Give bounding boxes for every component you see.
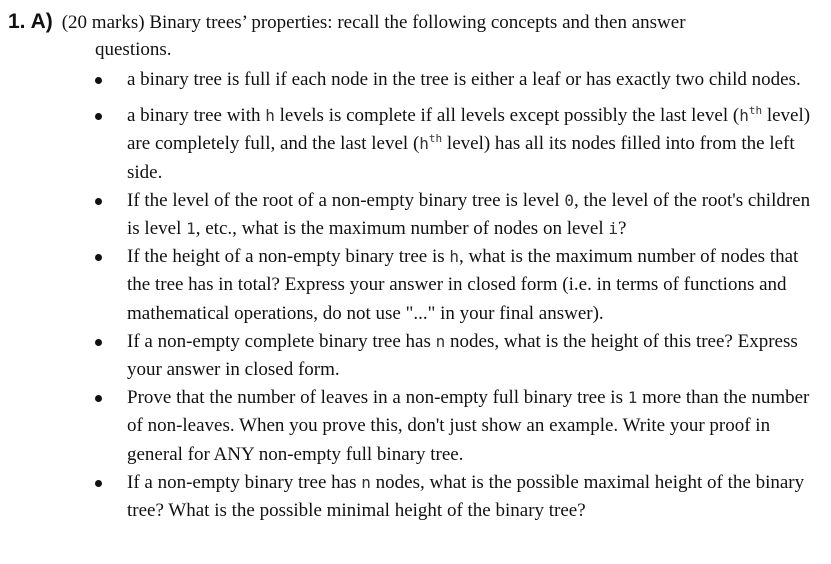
bullet-text-part: , etc., what is the maximum number of nodes on level [195, 218, 609, 240]
question-prompt-line2: questions. [95, 39, 172, 60]
bullet-text-part: , what is the maximum number of nodes that the tree has in total? Express your answer in closed form (i.e. in terms of functions and mathematical operations, do not use "..." in your final answer). [127, 246, 799, 324]
bullet-dot-icon [95, 113, 102, 120]
bullet-text-part: nodes, what is the height of this tree? Express your answer in closed form. [127, 330, 798, 381]
superscript-th: th [428, 132, 443, 146]
variable-n: n [435, 331, 446, 351]
variable-i: i [608, 219, 619, 239]
variable-h: h [449, 247, 460, 267]
bullet-text-part: levels is complete if all levels except possibly the last level ( [274, 105, 740, 127]
bullet-text: a binary tree is full if each node in the tree is either a leaf or has exactly two child nodes. [127, 69, 801, 90]
bullet-complete-tree-height [0, 328, 831, 384]
bullet-full-tree-definition [0, 66, 831, 94]
code-one: 1 [186, 219, 196, 239]
bullet-max-total-nodes [0, 243, 831, 328]
bullet-text-part: If the height of a non-empty binary tree is [127, 246, 450, 268]
bullet-dot-icon [95, 198, 102, 205]
bullet-text-part: nodes, what is the possible maximal height of the binary tree? What is the possible minimal height of the binary tree? [127, 471, 805, 522]
variable-h: h [419, 134, 429, 154]
bullet-text-part: If a non-empty binary tree has [127, 471, 362, 493]
bullet-text-part: , the level of the root's children is level [127, 189, 811, 240]
bullet-dot-icon [95, 339, 102, 346]
question-header [8, 8, 823, 60]
bullet-text-part: If a non-empty complete binary tree has [127, 330, 436, 352]
bullet-text-part: level) has all its nodes filled into from the left side. [127, 133, 795, 183]
bullet-max-nodes-on-level [0, 187, 831, 243]
bullet-list [0, 66, 831, 525]
code-one: 1 [627, 388, 638, 408]
bullet-text-part: Prove that the number of leaves in a non-empty full binary tree is [127, 387, 628, 409]
question-number: 1. A) [8, 10, 53, 33]
bullet-leaves-proof [0, 384, 831, 469]
bullet-text-part: a binary tree with [127, 105, 266, 127]
variable-h: h [739, 106, 749, 126]
bullet-max-min-height [0, 469, 831, 525]
superscript-th: th [748, 104, 763, 118]
code-zero: 0 [564, 190, 575, 210]
bullet-dot-icon [95, 254, 102, 261]
bullet-dot-icon [95, 395, 102, 402]
bullet-text-part: more than the number of non-leaves. When you prove this, don't just show an example. Write your proof in general for ANY non-empty full binary tree. [127, 387, 810, 465]
bullet-text-part: level) are completely full, and the last level ( [127, 105, 811, 155]
bullet-text-part: ? [618, 218, 627, 240]
bullet-dot-icon [95, 77, 102, 84]
bullet-text-part: If the level of the root of a non-empty binary tree is level [127, 189, 565, 211]
bullet-dot-icon [95, 480, 102, 487]
bullet-complete-tree-definition [0, 102, 831, 187]
variable-n: n [361, 472, 371, 492]
variable-h: h [265, 106, 275, 126]
question-prompt-line1: (20 marks) Binary trees’ properties: recall the following concepts and then answer [61, 12, 686, 33]
